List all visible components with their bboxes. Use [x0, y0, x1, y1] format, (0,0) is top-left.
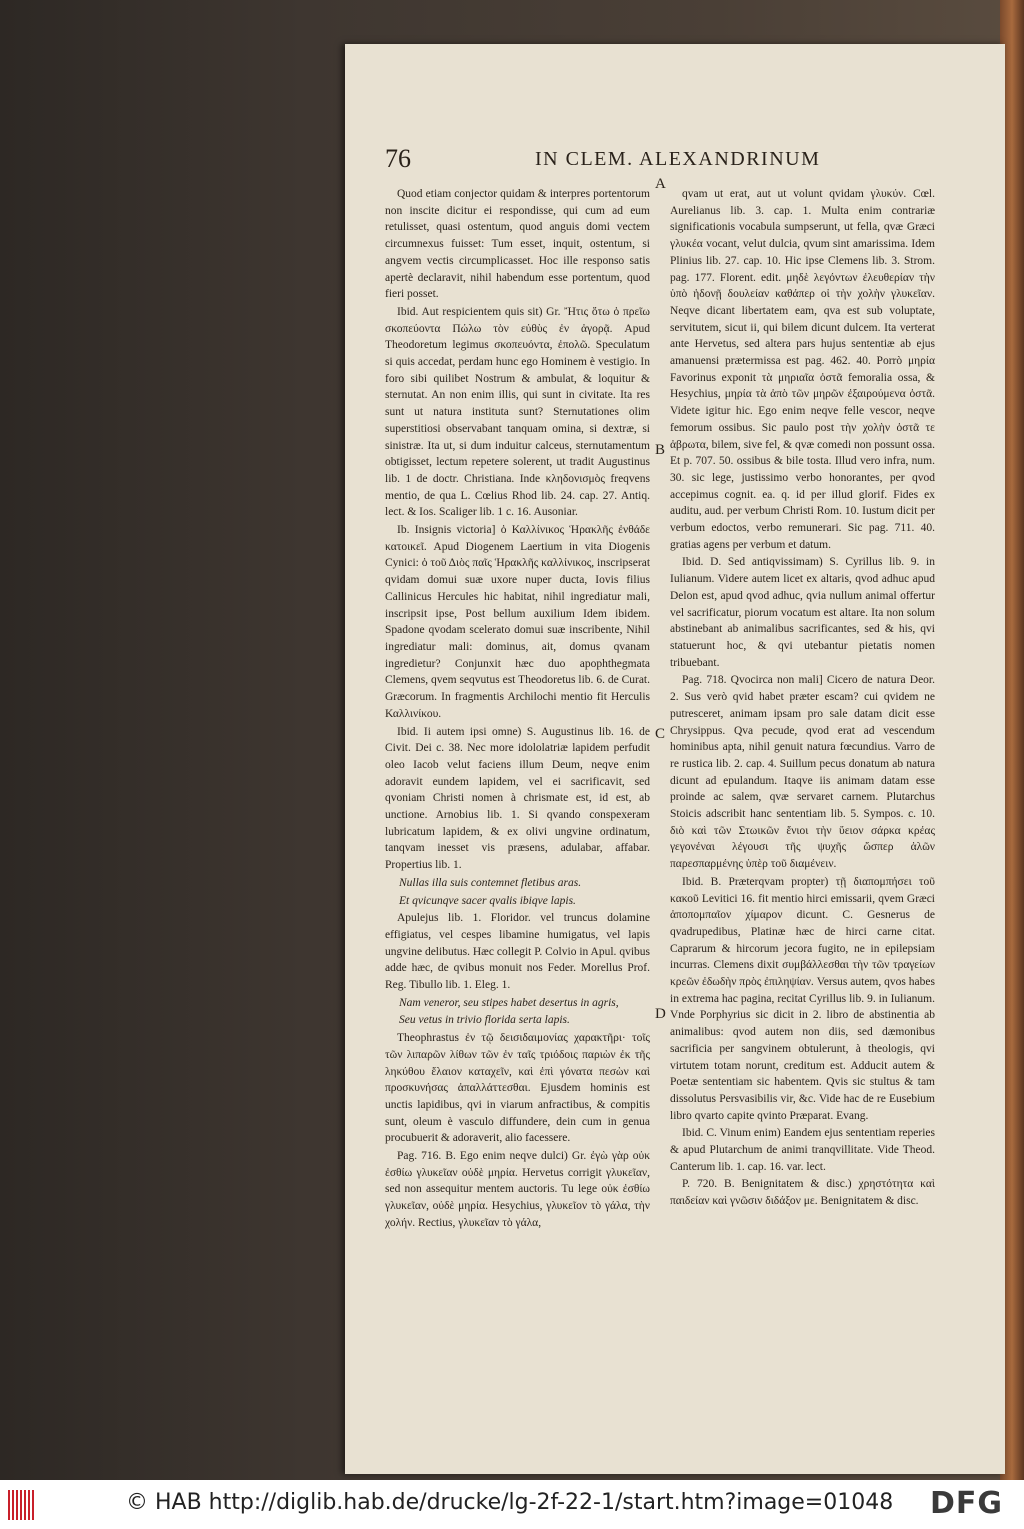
page-number: 76: [385, 144, 411, 173]
paragraph: Pag. 716. B. Ego enim neqve dulci) Gr. ἐγὼ γὰρ οὐκ ἐσθίω γλυκεῖαν οὐδὲ μηρία. Hervetus corrigit γλυκεῖαν, sed non assequitur mentem auctoris. Tu lege οὐκ ἐσθίω γλυκεῖαν, οὐδὲ μηρία. Hesychius, γλυκεῖον τὸ γάλα, τὴν χολήν. Rectius, γλυκεῖαν τὸ γάλα,: [385, 1150, 650, 1229]
section-marker-c: C: [655, 726, 666, 742]
running-head-title: IN CLEM. ALEXANDRINUM: [535, 148, 821, 170]
right-column: [670, 186, 935, 1316]
paragraph: qvam ut erat, aut ut volunt qvidam γλυκύν. Cœl. Aurelianus lib. 3. cap. 1. Multa enim contrariæ significationis vocabula sumpserunt, ut fella, qvæ Græci γλυκέα vocant, velut dulcia, qvum sint amarissima. Idem Plinius lib. 27. cap. 10. Hic ipse Clemens lib. 3. Strom. pag. 177. Florent. edit. μηδὲ λεγόντων ἐλευθερίαν τὴν ὑπὸ ἡδονῇ δουλείαν καθάπερ οἱ τὴν χολὴν γλυκεῖαν. Neqve dicant libertatem eam, qva est sub voluptate, servitutem, sicut ii, qui bilem dicunt dulcem. Ita verterat ante Hervetus, sed altera pars hujus sententiæ ab ejus amanuensi prætermissa est pag. 462. 40. Porrò μηρία Favorinus exponit τὰ μηριαῖα ὀστᾶ femoralia ossa, & Hesychius, μηρία τὰ ἀπὸ τῶν μηρῶν ἐξαιρούμενα ὀστᾶ. Videte igitur hic. Ego enim neqve felle vescor, neqve femorum ossibus. Sic paulo post τὴν χολὴν ὀστᾶ τε ἀβρωτα, bilem, sive fel, & qvæ comedi non possunt ossa. Et p. 707. 50. ossibus & bile tosta. Illud vero infra, num. 30. sic lege, justissimo verbo honorantes, per qvod accepimus cognit. ea. q. id per illud glorif. Fides ex auditu, aud. per verbum Christi Rom. 10. Iustum dicit per verbum edoctos, verbo remunerari. Sic pag. 711. 40. gratias agens per verbum et datum.: [670, 188, 935, 551]
running-head: [385, 144, 985, 178]
paragraph: Ibid. C. Vinum enim) Eandem ejus sententiam reperies & apud Plutarchum de animi tranqvillitate. Vide Theod. Canterum lib. 1. cap. 16. var. lect.: [670, 1127, 935, 1173]
verse-line: Seu vetus in trivio florida serta lapis.: [399, 1014, 570, 1027]
footer-bar: [0, 1480, 1024, 1529]
paragraph: Ibid. B. Præterqvam propter) τῇ διαπομπήσει τοῦ κακοῦ Levitici 16. fit mentio hirci emissarii, qvem Græci ἀποπομπαῖον χίμαρον dicunt. C. Gesnerus de qvadrupedibus, Platinæ hæc de hirci carne citat. Caprarum & hircorum jecora fugito, ne in epilepsiam incurras. Clemens dixit συμβάλλεσθαι τὴν τῶν τραγείων κρεῶν ἐδωδὴν πρὸς ἐπιληψίαν. Versus autem, qvos habes in extrema hac pagina, recitat Cyrillus lib. 9. in Iulianum. Vnde Porphyrius sic dicit in 2. libro de abstinentia ab animalibus: qvod autem non diis, sed dæmonibus sacrificia per sangvinem obtulerunt, à theologis, qvi virtutem totam norunt, creditum est. Adducit autem & Poetæ sententiam sic habentem. Qvis sic stultus & tam dissolutus Persvasibilis vir, &c. Vide hac de re Eusebium libro qvarto capite qvinto Præparat. Evang.: [670, 875, 935, 1122]
paragraph: Quod etiam conjector quidam & interpres portentorum non inscite dicitur ei respondisse, qui cum ad eum retulisset, quasi ostentum, quod anguis domi vectem circumnexus fuisset: Tum esset, inquit, ostentum, si angvem vectis circumplicasset. Hoc ille responso satis apertè declaravit, nihil habendum esse portentum, quod fieri posset.: [385, 188, 650, 301]
verse-line: Et qvicunqve sacer qvalis ibiqve lapis.: [399, 894, 576, 907]
dfg-logo: DFG: [930, 1486, 1004, 1521]
section-marker-b: B: [655, 442, 666, 458]
barcode-icon: [8, 1490, 38, 1520]
book-page: [345, 44, 1005, 1474]
verse-line: Nam veneror, seu stipes habet desertus in agris,: [399, 996, 619, 1009]
copyright-link[interactable]: © HAB http://diglib.hab.de/drucke/lg-2f-22-1/start.htm?image=01048: [126, 1490, 894, 1515]
page-content: [345, 44, 1005, 1474]
paragraph: Pag. 718. Qvocirca non mali] Cicero de natura Deor. 2. Sus verò qvid habet præter escam? cui qvidem ne putresceret, animam ipsam pro sale datam dicit esse Chrysippus. Qva pecude, qvod erat ad vescendum hominibus apta, nihil genuit natura fœcundius. Varro de re rustica lib. 2. cap. 4. Suillum pecus donatum ab natura dicunt ad epulandum. Itaqve iis animam datam esse proinde ac salem, qvæ servaret carnem. Plutarchus Stoicis adscribit hanc sententiam lib. 5. Sympos. c. 10. διὸ καὶ τῶν Στωικῶν ἔνιοι τὴν ὕειον σάρκα κρέας γεγονέναι λέγουσι τῆς ψυχῆς ὥσπερ ἁλῶν παρεσπαρμένης ὑπὲρ τοῦ διαμένειν.: [670, 674, 935, 871]
paragraph: P. 720. B. Benignitatem & disc.) χρηστότητα καὶ παιδείαν καὶ γνῶσιν διδάξον με. Benignitatem & disc.: [670, 1178, 935, 1208]
paragraph: Apulejus lib. 1. Floridor. vel truncus dolamine effigiatus, vel cespes libamine humigatus, vel lapis ungvine delibutus. Hæc collegit P. Colvio in Apul. qvibus adde hæc, de qvibus monuit nos Feder. Morellus Prof. Reg. Tibullo lib. 1. Eleg. 1.: [385, 912, 650, 992]
paragraph: Ibid. D. Sed antiqvissimam) S. Cyrillus lib. 9. in Iulianum. Videre autem licet ex altaris, qvod adhuc apud Delon est, apud qvod adhuc, qvia nullum animal offertur vel sacrificatur, piorum vocatum est altare. Ita non solum abstinebant ab animalibus sacrificantes, sed & his, qvi statuerunt hoc, & qvi utebantur pietatis nomen tribuebant.: [670, 556, 935, 669]
section-marker-d: D: [655, 1006, 666, 1022]
paragraph: Ibid. Ii autem ipsi omne) S. Augustinus lib. 16. de Civit. Dei c. 38. Nec more idololatriæ lapidem perfudit oleo Iacob velut faciens illum Deum, neqve enim adoravit eundem lapidem, vel ei sacrificavit, sed qvoniam Christi nomen à chrismate est, id est, ab unctione. Arnobius lib. 1. Si qvando conspexeram lubricatum lapidem, & ex olivi ungvine ordinatum, tanqvam inesset vis præsens, adulabar, affabar. Propertius lib. 1.: [385, 725, 650, 872]
verse-line: Nullas illa suis contemnet fletibus aras.: [399, 876, 582, 889]
paragraph: Theophrastus ἐν τῷ δεισιδαιμονίας χαρακτῆρι· τοῖς τῶν λιπαρῶν λίθων τῶν ἐν ταῖς τριόδοις παριὼν ἐκ τῆς ληκύθου ἔλαιον καταχεῖν, καὶ ἐπὶ γόνατα πεσὼν καὶ προσκυνήσας ἀπαλλάττεσθαι. Ejusdem hominis est unctis lapidibus, qvi in viarum anfractibus, & compitis sunt, oleum è vasculo diffundere, dein cum in genua procubuerit & adoraverit, alio facessere.: [385, 1032, 650, 1145]
section-marker-a: A: [655, 176, 666, 192]
paragraph: Ib. Insignis victoria] ὁ Καλλίνικος Ἡρακλῆς ἐνθάδε κατοικεῖ. Apud Diogenem Laertium in vita Diogenis Cynici: ὁ τοῦ Διὸς παῖς Ἡρακλῆς καλλίνικος, inscripserat qvidam domui suæ uxore nuper ducta, Iovis filius Callinicus Hercules hic habitat, nihil ingrediatur mali, inscripsit ipse, Post bellum auxilium Idem ibidem. Spadone qvodam scelerato domui suæ inscribente, Nihil ingrediatur mali: dominus, ait, domus qvanam ingredietur? Conjunxit hæc duo apophthegmata Clemens, qvem seqvutus est Theodoretus lib. 6. de Curat. Græcorum. In fragmentis Archilochi mentio fit Herculis Καλλινίκου.: [385, 524, 650, 720]
left-column: [385, 186, 650, 1316]
paragraph: Ibid. Aut respicientem quis sit) Gr. Ἤτις ὅτω ὁ πρεῖω σκοπεύοντα Πώλω τὸν εὐθὺς ἐν ἀγορᾷ. Apud Theodoretum legimus σκοπευόντα, ἐπολῶ. Speculatum si quis accedat, perdam hunc ego Hominem è vestigio. In foro sibi quilibet Nostrum & ambulat, & loquitur & sternutat. An non enim illis, qui sunt in civitate. Ita res sunt ut natura instituta sunt? Sternutationes olim superstitiosi observabant tanquam omina, si dextræ, si sinistræ. Ita ut, si dum induitur calceus, sternutamentum obtigisset, lectum repetere solerent, ut tradit Augustinus lib. 1 de doctr. Christiana. Inde κληδονισμὸς freqvens mentio, de qua L. Cœlius Rhod lib. 24. cap. 27. Antiq. lect. & Ios. Scaliger lib. 1 c. 16. Ausoniar.: [385, 305, 650, 519]
